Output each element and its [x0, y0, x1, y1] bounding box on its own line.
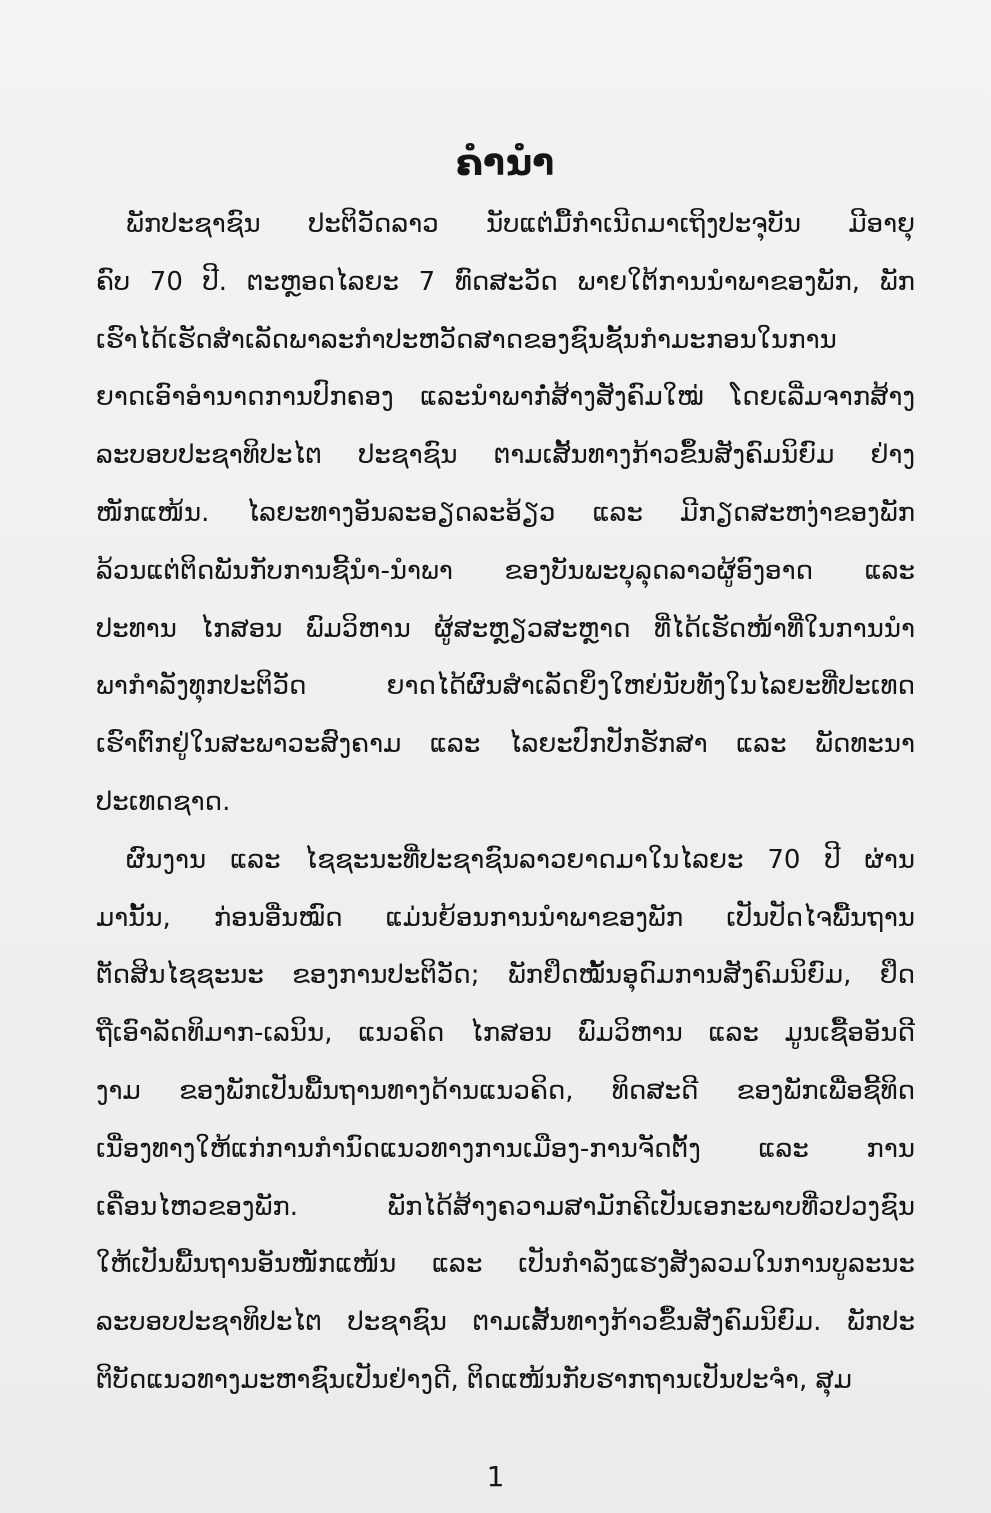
- text-line: ລະບອບປະຊາທິປະໄຕ ປະຊາຊົນ ຕາມເສັ້ນທາງກ້າວຂຶ້ນສັງຄົມນິຍົມ. ພັກປະ: [96, 1307, 915, 1338]
- text-line: ຕິບັດແນວທາງມະຫາຊົນເປັນຢ່າງດີ, ຕິດແໜ້ນກັບຮາກຖານເປັນປະຈຳ, ສຸມ: [96, 1364, 853, 1395]
- text-line: ລະບອບປະຊາທິປະໄຕ ປະຊາຊົນ ຕາມເສັ້ນທາງກ້າວຂຶ້ນສັງຄົມນິຍົມ ຢ່າງ: [96, 440, 915, 471]
- text-line: ເຮົາໄດ້ເຮັດສຳເລັດພາລະກຳປະຫວັດສາດຂອງຊົນຊັ້ນກຳມະກອນໃນການ: [96, 324, 837, 355]
- text-line: ຜົນງານ ແລະ ໄຊຊະນະທີ່ປະຊາຊົນລາວຍາດມາໃນໄລຍະ 70 ປີ ຜ່ານ: [126, 844, 915, 875]
- body-text: [96, 196, 915, 1410]
- text-line: ເຮົາຕົກຢູ່ໃນສະພາວະສົງຄາມ ແລະ ໄລຍະປົກປັກຮັກສາ ແລະ ພັດທະນາ: [96, 729, 915, 760]
- text-line: ເຄື່ອນໄຫວຂອງພັກ. ພັກໄດ້ສ້າງຄວາມສາມັກຄີເປັນເອກະພາບທີ່ວປວງຊົນ: [96, 1191, 915, 1222]
- text-line: ມານັ້ນ, ກ່ອນອື່ນໝົດ ແມ່ນຍ້ອນການນຳພາຂອງພັກ ເປັນປັດໄຈພື້ນຖານ: [96, 902, 915, 933]
- text-line: ຄົບ 70 ປີ. ຕະຫຼອດໄລຍະ 7 ທົດສະວັດ ພາຍໃຕ້ການນຳພາຂອງພັກ, ພັກ: [96, 266, 915, 297]
- text-line: ຍາດເອົາອຳນາດການປົກຄອງ ແລະນຳພາກໍ່ສ້າງສັງຄົມໃໝ່ ໂດຍເລີ່ມຈາກສ້າງ: [96, 382, 915, 413]
- text-line: ຖືເອົາລັດທິມາກ-ເລນິນ, ແນວຄິດ ໄກສອນ ພົມວິຫານ ແລະ ມູນເຊື້ອອັນດີ: [96, 1018, 915, 1049]
- text-line: ພັກປະຊາຊົນ ປະຕິວັດລາວ ນັບແຕ່ມື້ກຳເນີດມາເຖິງປະຈຸບັນ ມີອາຍຸ: [126, 209, 915, 239]
- paragraph: [96, 832, 915, 1410]
- text-line: ຕັດສິນໄຊຊະນະ ຂອງການປະຕິວັດ; ພັກຢຶດໝັ້ນອຸດົມການສັງຄົມນິຍົມ, ຢຶດ: [96, 960, 915, 991]
- text-line: ໜັກແໜ້ນ. ໄລຍະທາງອັນລະອຽດລະອ້ຽວ ແລະ ມີກຽດສະຫງ່າຂອງພັກ: [96, 497, 915, 528]
- text-line: ງາມ ຂອງພັກເປັນພື້ນຖານທາງດ້ານແນວຄິດ, ທິດສະດີ ຂອງພັກເພື່ອຊີ້ທິດ: [96, 1075, 915, 1106]
- page-title: ຄຳນຳ: [455, 143, 556, 184]
- text-line: ລ້ວນແຕ່ຕິດພັນກັບການຊີ້ນຳ-ນຳພາ ຂອງບັນພະບຸລຸດລາວຜູ້ອົງອາດ ແລະ: [96, 555, 915, 586]
- text-line: ພາກຳລັງທຸກປະຕິວັດ ຍາດໄດ້ຜົນສຳເລັດຍິ່ງໃຫຍ່ນັບທັງໃນໄລຍະທີ່ປະເທດ: [96, 671, 915, 702]
- text-line: ປະທານ ໄກສອນ ພົມວິຫານ ຜູ້ສະຫຼຽວສະຫຼາດ ທີ່ໄດ້ເຮັດໜ້າທີ່ໃນການນຳ: [96, 613, 915, 644]
- paragraph: [96, 196, 915, 832]
- text-line: ເນື່ອງທາງໃຫ້ແກ່ການກຳນົດແນວທາງການເມືອງ-ການຈັດຕັ້ງ ແລະ ການ: [96, 1133, 915, 1164]
- page-content: [96, 138, 915, 1410]
- page-number: 1: [486, 1460, 505, 1493]
- text-line: ປະເທດຊາດ.: [96, 786, 231, 817]
- text-line: ໃຫ້ເປັນພື້ນຖານອັນໜັກແໜ້ນ ແລະ ເປັນກຳລັງແຮງສັງລວມໃນການບູລະນະ: [96, 1249, 915, 1280]
